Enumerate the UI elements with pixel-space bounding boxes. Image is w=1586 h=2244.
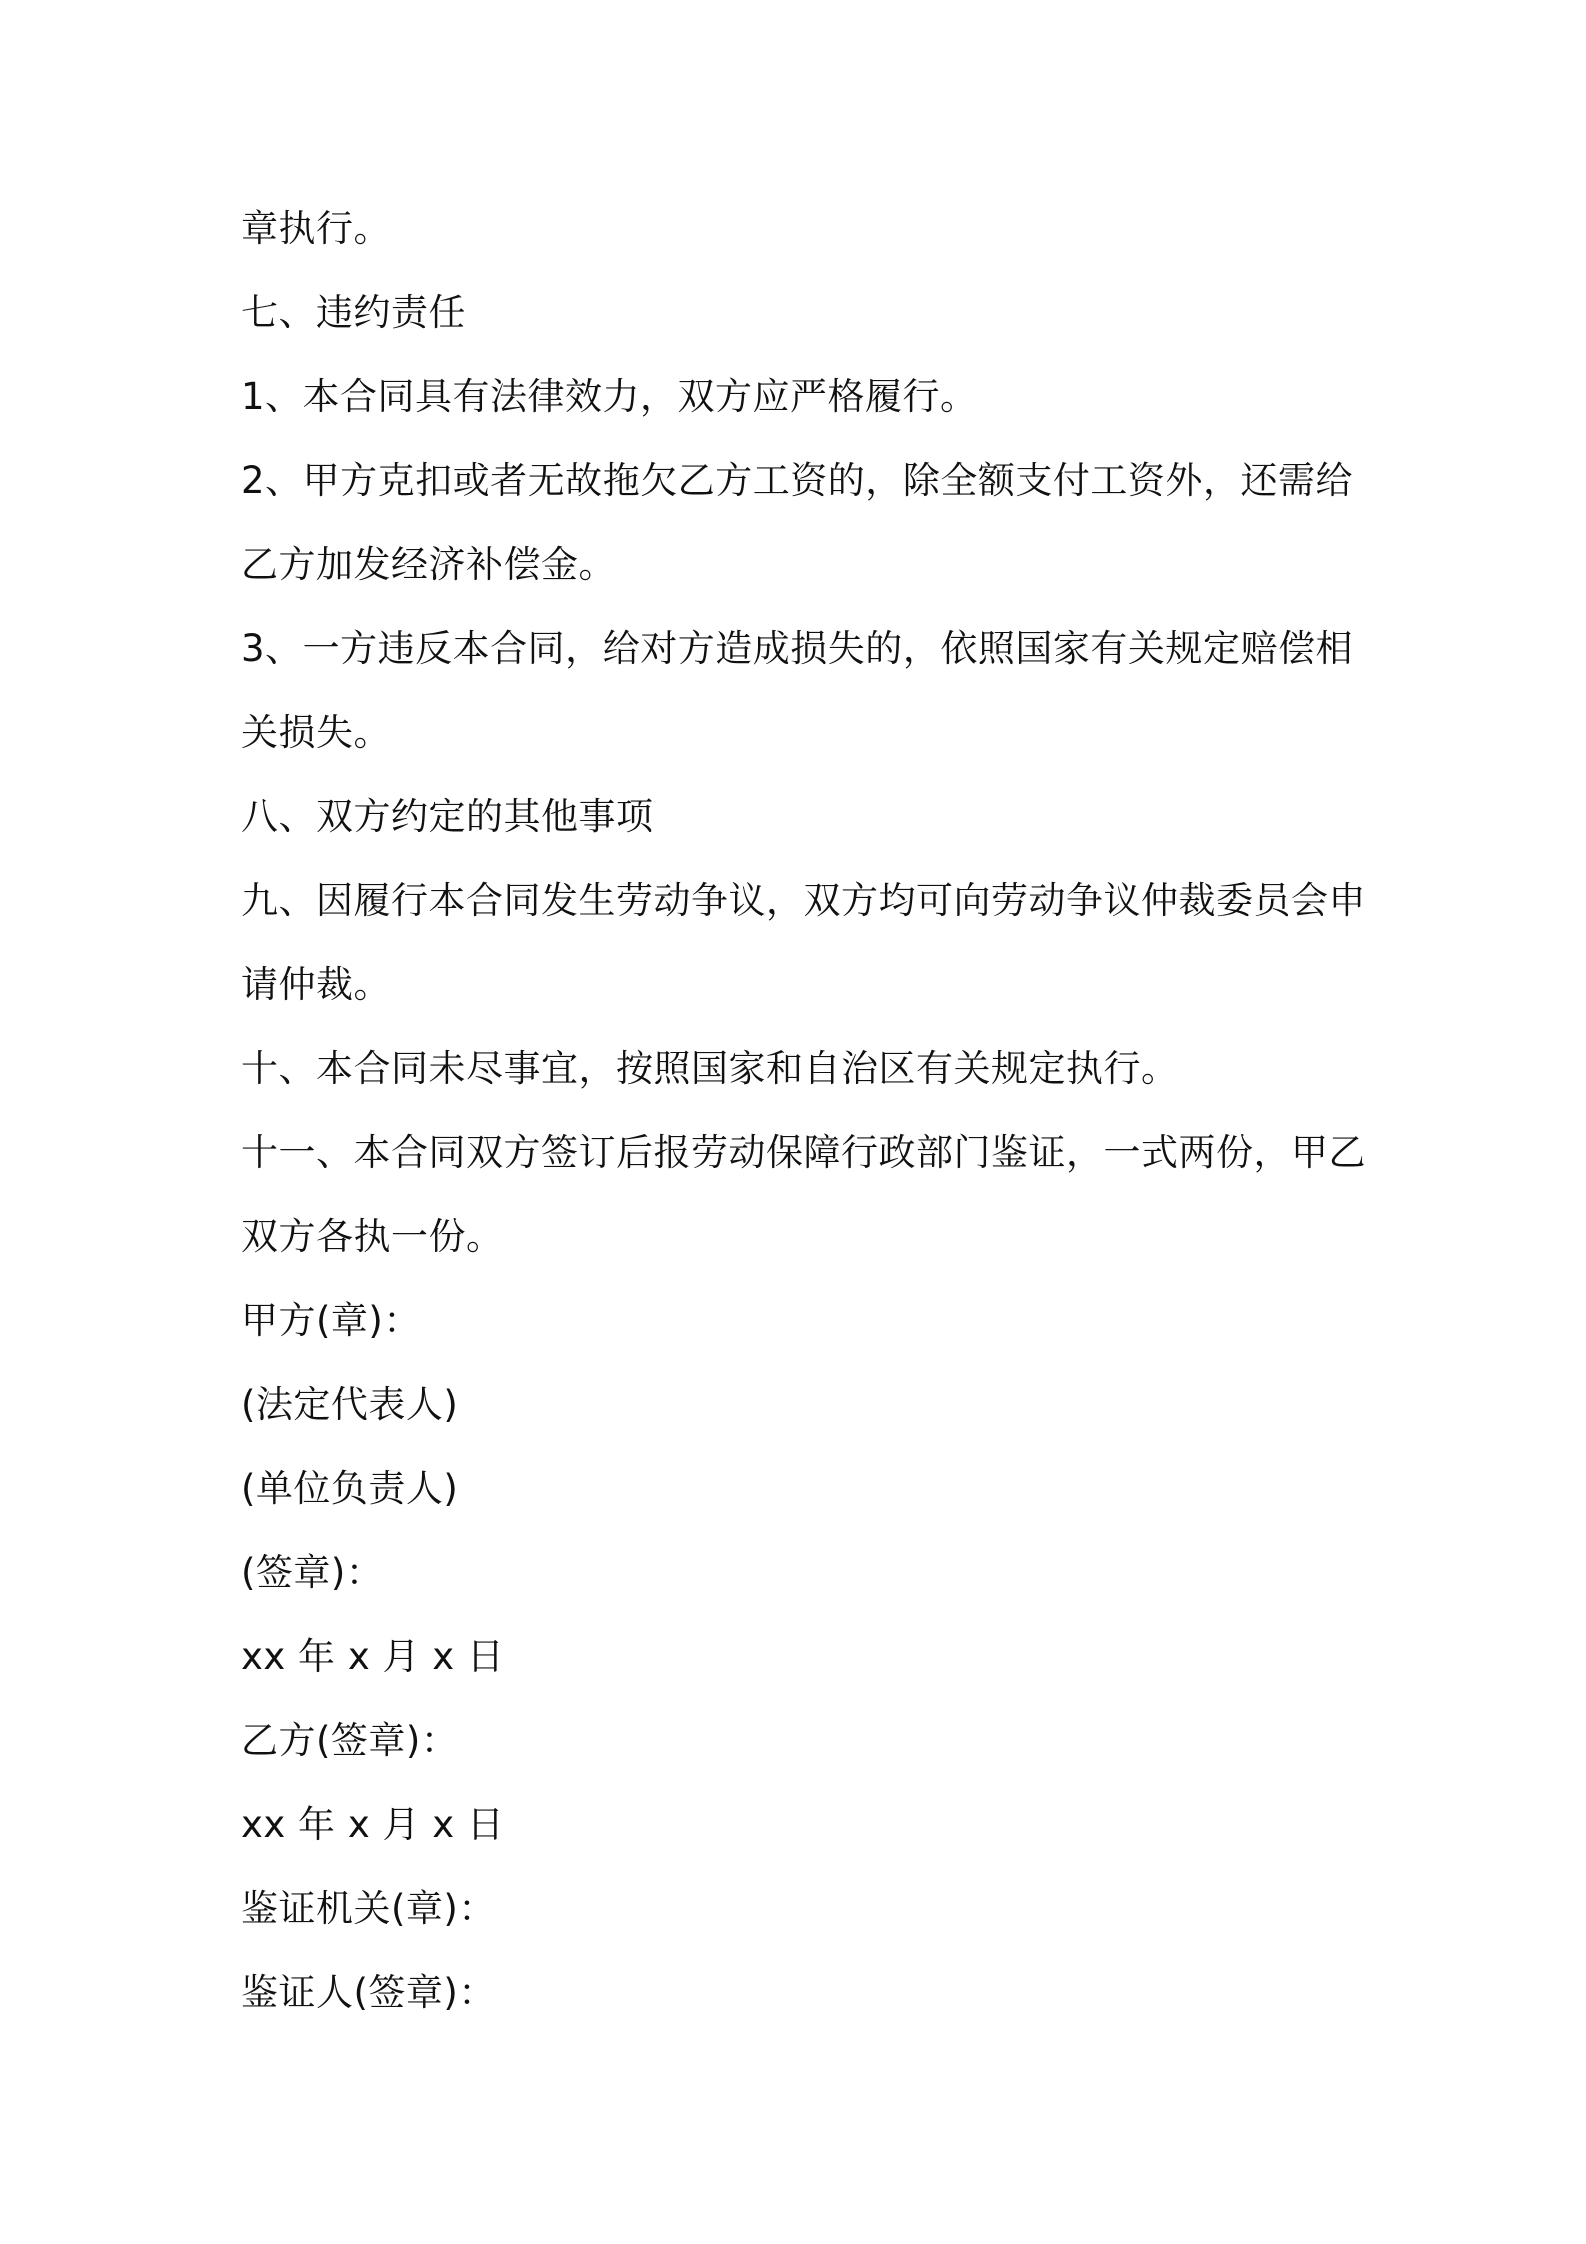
section-heading: 七、违约责任 [241, 291, 466, 334]
text-line: 请仲裁。 [241, 963, 391, 1006]
signature-label: (法定代表人) [241, 1383, 459, 1426]
text-line: 九、因履行本合同发生劳动争议，双方均可向劳动争议仲裁委员会申 [241, 879, 1366, 922]
text-line: 乙方加发经济补偿金。 [241, 543, 616, 586]
section-heading: 八、双方约定的其他事项 [241, 795, 654, 838]
text-line: 十、本合同未尽事宜，按照国家和自治区有关规定执行。 [241, 1047, 1179, 1090]
date-line: xx 年 x 月 x 日 [241, 1803, 505, 1846]
signature-label: 乙方(签章)： [241, 1719, 459, 1762]
text-line: 十一、本合同双方签订后报劳动保障行政部门鉴证，一式两份，甲乙 [241, 1131, 1366, 1174]
date-line: xx 年 x 月 x 日 [241, 1635, 505, 1678]
signature-label: 鉴证机关(章)： [241, 1887, 496, 1930]
text-line: 2、甲方克扣或者无故拖欠乙方工资的，除全额支付工资外，还需给 [241, 459, 1353, 502]
signature-label: (签章)： [241, 1551, 384, 1594]
text-line: 双方各执一份。 [241, 1215, 504, 1258]
signature-label: (单位负责人) [241, 1467, 459, 1510]
text-line: 3、一方违反本合同，给对方造成损失的，依照国家有关规定赔偿相 [241, 627, 1353, 670]
signature-label: 鉴证人(签章)： [241, 1971, 496, 2014]
text-line: 章执行。 [241, 207, 391, 250]
signature-label: 甲方(章)： [241, 1299, 421, 1342]
text-line: 关损失。 [241, 711, 391, 754]
text-line: 1、本合同具有法律效力，双方应严格履行。 [241, 375, 978, 418]
